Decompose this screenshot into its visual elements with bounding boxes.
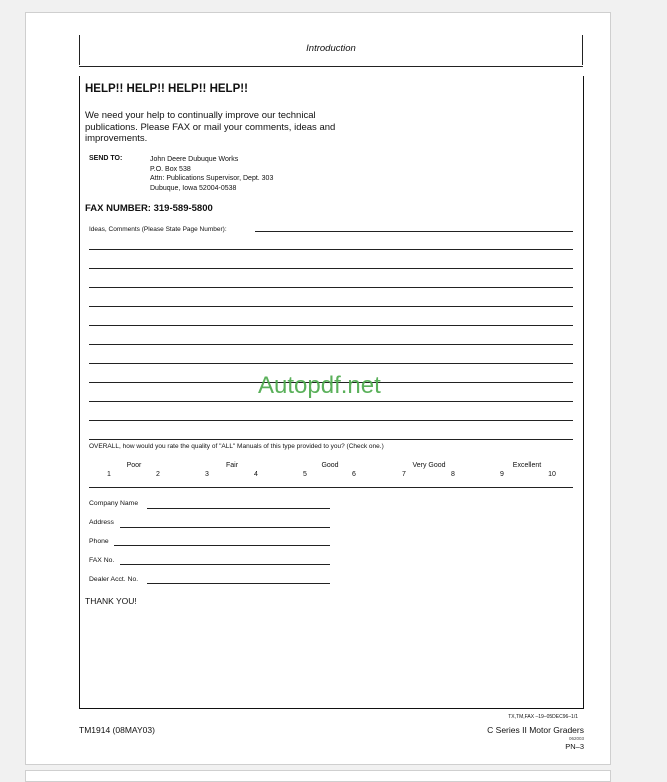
print-code: 062003 [568, 736, 584, 741]
address-line: Dubuque, Iowa 52004-0538 [150, 184, 237, 192]
address-line: Attn: Publications Supervisor, Dept. 303 [150, 175, 274, 183]
rating-option[interactable]: 5 [303, 471, 307, 478]
intro-text: We need your help to continually improve our technical publications. Please FAX or mail your comments, ideas and improvements. [85, 110, 336, 144]
comment-line[interactable] [89, 344, 573, 345]
fax-no-field[interactable] [120, 564, 330, 565]
rating-label-poor: Poor [126, 462, 142, 469]
phone-label: Phone [89, 538, 109, 545]
rating-option[interactable]: 10 [548, 471, 556, 478]
comment-line[interactable] [89, 325, 573, 326]
rating-option[interactable]: 8 [451, 471, 455, 478]
rating-option[interactable]: 4 [254, 471, 258, 478]
header-bottom-rule [79, 66, 583, 67]
rating-label-excellent: Excellent [512, 462, 542, 469]
comment-line[interactable] [89, 306, 573, 307]
thank-you: THANK YOU! [85, 596, 137, 606]
comment-line[interactable] [89, 268, 573, 269]
rating-option[interactable]: 1 [107, 471, 111, 478]
manual-number: TM1914 (08MAY03) [79, 725, 155, 735]
address-field[interactable] [120, 527, 330, 528]
company-name-field[interactable] [147, 508, 330, 509]
comment-line[interactable] [89, 249, 573, 250]
form-title: HELP!! HELP!! HELP!! HELP!! [85, 83, 248, 95]
fax-no-label: FAX No. [89, 557, 115, 564]
comment-line[interactable] [89, 287, 573, 288]
phone-field[interactable] [114, 545, 330, 546]
comment-line[interactable] [89, 363, 573, 364]
rating-underline [89, 487, 573, 488]
rating-label-very-good: Very Good [412, 462, 446, 469]
company-name-label: Company Name [89, 500, 139, 507]
mailing-address [150, 155, 273, 193]
watermark: Autopdf.net [258, 372, 381, 399]
page-number: PN–3 [565, 742, 584, 751]
rating-option[interactable]: 7 [402, 471, 406, 478]
manual-series: C Series II Motor Graders [487, 725, 584, 735]
rating-label-fair: Fair [225, 462, 239, 469]
ideas-comments-label: Ideas, Comments (Please State Page Number): [89, 226, 227, 233]
fax-number: FAX NUMBER: 319-589-5800 [85, 203, 213, 214]
rating-option[interactable]: 2 [156, 471, 160, 478]
overall-question: OVERALL, how would you rate the quality of "ALL" Manuals of this type provided to you? (Check one.) [89, 443, 384, 450]
comment-line[interactable] [89, 439, 573, 440]
comment-line[interactable] [255, 231, 573, 232]
rating-option[interactable]: 3 [205, 471, 209, 478]
dealer-account-label: Dealer Acct. No. [89, 576, 139, 583]
section-title: Introduction [306, 43, 356, 54]
address-label: Address [89, 519, 114, 526]
rating-option[interactable]: 6 [352, 471, 356, 478]
comment-line[interactable] [89, 401, 573, 402]
comment-line[interactable] [89, 420, 573, 421]
next-page-edge [25, 770, 611, 782]
form-code: TX,TM,FAX –19–05DEC96–1/1 [508, 714, 578, 720]
address-line: P.O. Box 538 [150, 165, 191, 173]
address-line: John Deere Dubuque Works [150, 156, 239, 163]
rating-label-good: Good [321, 462, 339, 469]
dealer-account-field[interactable] [147, 583, 330, 584]
send-to-label: SEND TO: [89, 155, 123, 162]
rating-option[interactable]: 9 [500, 471, 504, 478]
